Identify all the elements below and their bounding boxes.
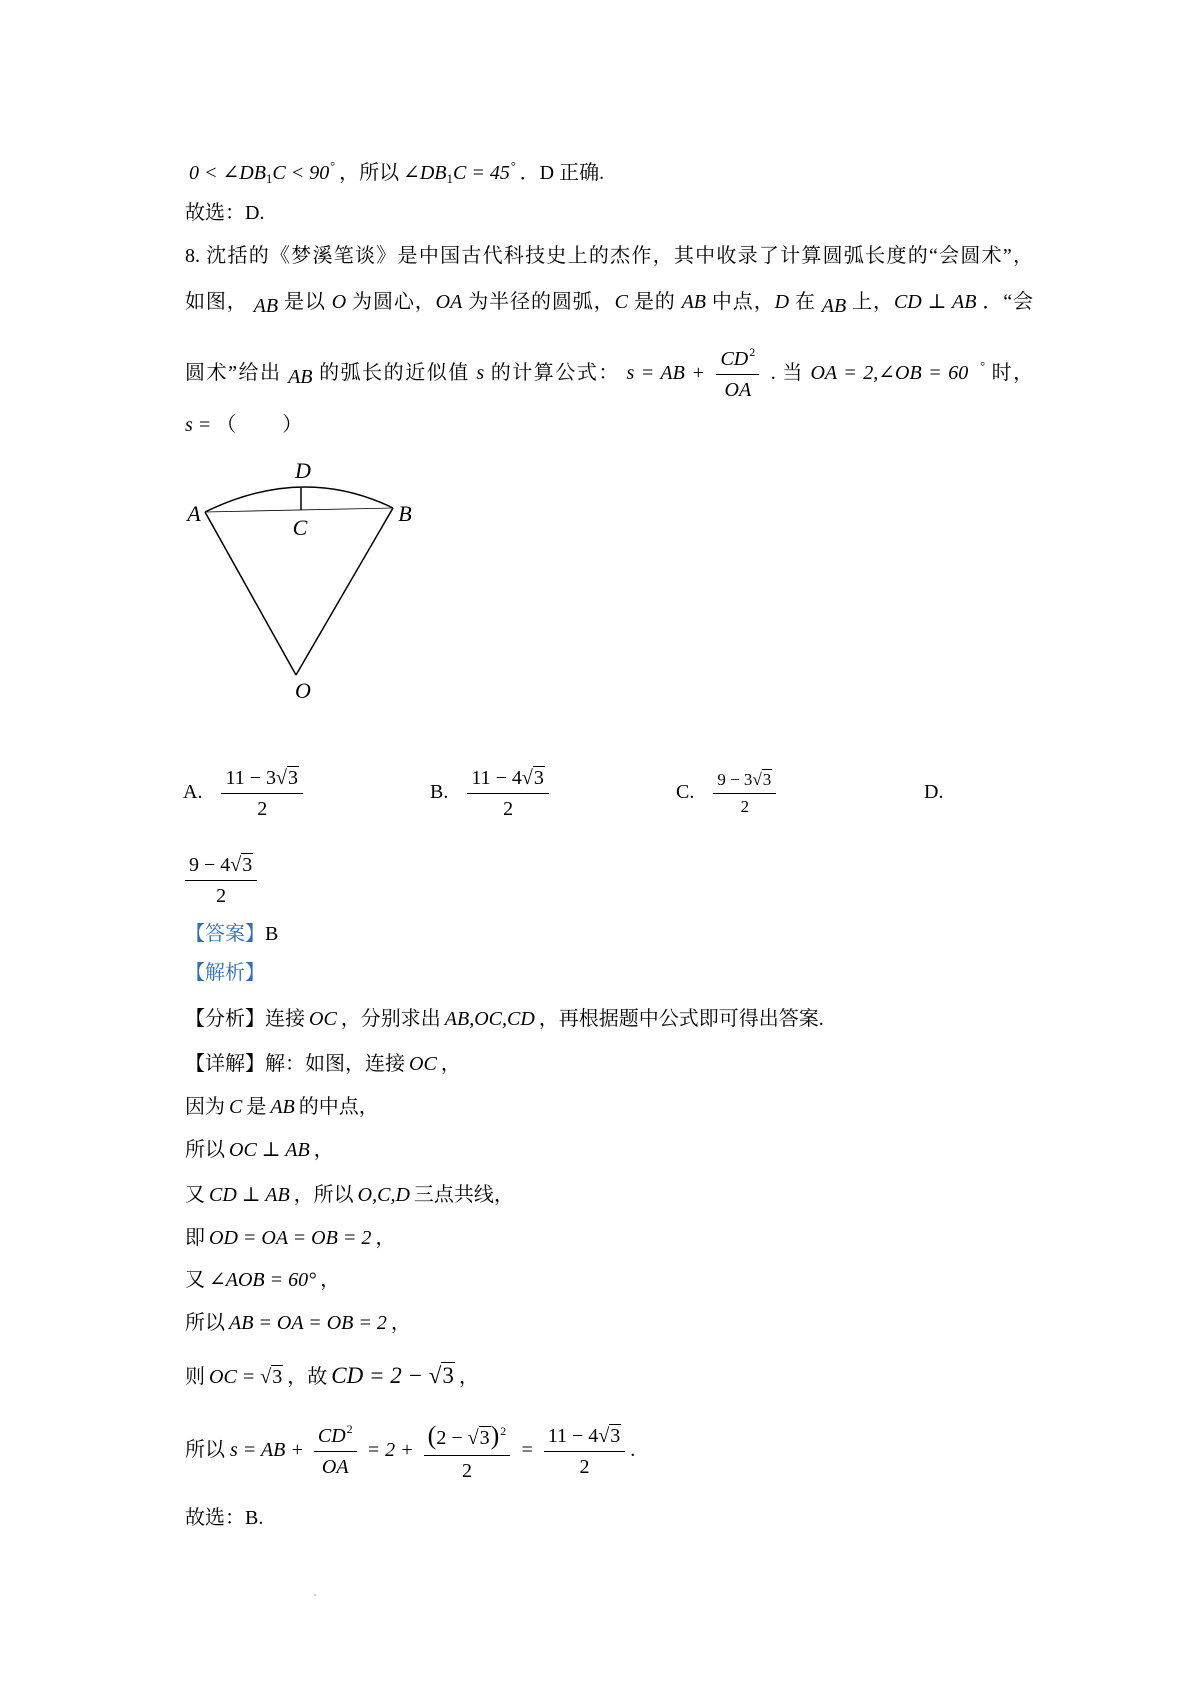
radical-sign: √: [428, 1363, 442, 1388]
fraction-squared-term: [424, 1419, 511, 1484]
math-angle-aob: ∠AOB = 60°: [209, 1269, 317, 1291]
math-oc-perp-ab: OC ⊥ AB: [229, 1139, 310, 1161]
fraction-numerator: [314, 1422, 357, 1452]
angle-value-expr: [403, 159, 516, 186]
expr-text: C < 90: [272, 162, 330, 184]
text: 又: [185, 1184, 205, 1206]
text: 又: [185, 1269, 205, 1291]
option-label: B.: [430, 781, 449, 803]
fenxi-tag: 【分析】: [185, 1008, 265, 1030]
close-paren: ）: [282, 414, 303, 436]
radicand: 3: [762, 769, 772, 789]
math-s-equals: s =: [185, 414, 212, 436]
option-d-value[interactable]: [185, 847, 262, 911]
numerator-text: 11 − 3: [225, 766, 276, 789]
text: 当: [782, 362, 804, 384]
option-c[interactable]: [676, 760, 781, 824]
degree-sign: °: [330, 159, 336, 173]
math-cd-perp-ab: CD ⊥ AB: [893, 291, 977, 313]
sqrt-3: [276, 766, 299, 789]
answer-line: [185, 919, 278, 949]
math-c: C: [229, 1096, 243, 1118]
condition-text: OA = 2,∠OB = 60: [810, 362, 969, 384]
open-paren: (: [427, 1421, 437, 1451]
expr-text: OC =: [209, 1366, 256, 1388]
angle-range-expr: [189, 159, 336, 186]
text: 中点，: [711, 291, 775, 313]
text: 即: [185, 1227, 205, 1249]
fraction-numerator: [467, 765, 549, 794]
math-s-formula: s = AB +: [230, 1439, 304, 1461]
radicand: 3: [242, 853, 253, 876]
label-o: O: [295, 678, 311, 703]
arc-sector-figure: [180, 460, 420, 710]
question-8-blank-line: [185, 410, 302, 440]
label-b: B: [398, 501, 412, 526]
math-d: D: [774, 291, 790, 313]
subscript: 1: [265, 171, 273, 186]
option-d[interactable]: [924, 760, 943, 824]
text: 是: [246, 1096, 267, 1118]
answer-tag: 【答案】: [185, 923, 265, 945]
radical-sign: √: [752, 769, 762, 789]
math-arc-ab: AB: [253, 295, 279, 317]
question-8-stem-line-1: 8. 沈括的《梦溪笔谈》是中国古代科技史上的杰作，其中收录了计算圆弧长度的“会圆术”，: [185, 245, 1033, 267]
step-4: [185, 1223, 395, 1253]
fraction-cd-squared-over-oa: [716, 345, 759, 403]
radical-sign: √: [230, 853, 242, 876]
final-choice-line: 故选：B.: [185, 1507, 264, 1529]
option-value: [221, 765, 303, 822]
math-ab: AB: [681, 291, 706, 313]
fraction-denominator: 2: [257, 797, 268, 820]
text: 上，: [852, 291, 894, 313]
math-o: O: [331, 291, 347, 313]
analysis-tag: 【解析】: [185, 962, 265, 984]
step-7: [185, 1359, 479, 1393]
step-2: [185, 1135, 334, 1165]
text: 为圆心，: [352, 291, 436, 313]
sqrt-3: [260, 1365, 283, 1388]
text: 是的: [633, 291, 676, 313]
text: 如图，: [185, 291, 248, 313]
exponent: 2: [749, 345, 756, 360]
text: ，所以: [293, 1184, 354, 1206]
answer-value: B: [265, 923, 279, 945]
text: 连接: [265, 1008, 305, 1030]
option-value: [713, 769, 776, 818]
text: ．“会: [982, 291, 1034, 313]
text: 时，: [991, 362, 1034, 384]
step-3: [185, 1180, 514, 1210]
text: 的中点，: [298, 1096, 379, 1118]
sqrt-3: [752, 769, 772, 789]
math-oc: OC: [409, 1053, 437, 1075]
page-speck: [314, 1594, 316, 1596]
fraction-denominator: 2: [740, 796, 750, 816]
text: ，分别求出: [340, 1008, 441, 1030]
expr-text: 0 < ∠DB: [189, 162, 266, 184]
text: ，: [390, 1312, 411, 1334]
degree-sign: °: [510, 159, 516, 173]
prev-choice-line: 故选：D.: [185, 202, 265, 224]
numerator-text: CD: [317, 1425, 346, 1448]
text: ，: [320, 1269, 341, 1291]
fraction-numerator: [713, 769, 776, 794]
radicand: 3: [272, 1366, 283, 1388]
radical-sign: √: [260, 1366, 272, 1388]
text: .: [630, 1439, 636, 1461]
close-paren: ): [490, 1421, 500, 1451]
math-arc-ab: AB: [288, 366, 313, 388]
fraction-numerator: [716, 345, 759, 375]
text: 圆术”给出: [185, 362, 282, 384]
text: 所以: [185, 1139, 225, 1161]
text: 所以: [185, 1439, 225, 1461]
text: ，再根据题中公式即可得出答案.: [538, 1008, 824, 1030]
open-paren: （: [216, 414, 237, 436]
text: 的弧长的近似值: [319, 362, 470, 384]
option-b[interactable]: [430, 760, 554, 824]
numerator-text: 9 − 4: [189, 853, 231, 876]
text: 的计算公式：: [490, 362, 620, 384]
radicand: 3: [533, 766, 544, 789]
sqrt-3: [429, 1362, 455, 1388]
math-cd-perp-ab: CD ⊥ AB: [209, 1184, 290, 1206]
text: ．D 正确.: [519, 162, 605, 184]
label-a: A: [187, 501, 201, 526]
exponent: 2: [346, 1422, 353, 1437]
option-label: D.: [924, 781, 944, 803]
degree-sign: °: [980, 359, 986, 373]
math-equals: =: [520, 1439, 534, 1461]
text: 所以: [185, 1312, 225, 1334]
expr-text: C = 45: [453, 162, 510, 184]
fraction-numerator: [185, 852, 257, 881]
text: 为半径的圆弧，: [468, 291, 615, 313]
xiangjie-tag: 【详解】: [185, 1053, 265, 1075]
text: 解：如图，连接: [265, 1053, 405, 1075]
step-5: [185, 1265, 340, 1295]
math-o-c-d: O,C,D: [357, 1184, 410, 1206]
sqrt-3: [598, 1424, 621, 1447]
fraction-denominator: 2: [461, 1459, 472, 1482]
math-c: C: [614, 291, 628, 313]
sqrt-3: [230, 853, 253, 876]
fraction-denominator: 2: [216, 884, 227, 907]
fenxi-line: [185, 1004, 824, 1034]
step-1: [185, 1092, 379, 1122]
fraction-denominator: 2: [503, 797, 514, 820]
math-oc: OC: [309, 1008, 337, 1030]
prev-conclusion-line: [185, 151, 605, 186]
fraction-numerator: [424, 1419, 511, 1456]
option-label: A.: [183, 781, 203, 803]
text: ，故: [287, 1366, 328, 1388]
question-8-stem-line-3: [185, 334, 1034, 402]
option-a[interactable]: [183, 760, 308, 824]
math-formula-left: s = AB +: [626, 362, 705, 384]
radicand: 3: [287, 766, 298, 789]
text: 则: [185, 1366, 205, 1388]
fraction-numerator: [221, 765, 303, 794]
math-condition: [810, 359, 986, 384]
radical-sign: √: [467, 1427, 479, 1450]
numerator-text: 11 − 4: [471, 766, 522, 789]
math-radii-equal: OD = OA = OB = 2: [209, 1227, 372, 1249]
fraction-denominator: 2: [579, 1455, 590, 1478]
chord-ab: [205, 508, 393, 512]
label-c: C: [292, 515, 308, 540]
label-d: D: [295, 460, 311, 483]
step-6: [185, 1308, 411, 1338]
numerator-text: 9 − 3: [717, 769, 753, 789]
radius-ob: [296, 508, 393, 675]
option-label: C.: [676, 781, 695, 803]
step-8: [185, 1408, 635, 1492]
subscript: 1: [446, 171, 453, 186]
sqrt-3: [522, 766, 545, 789]
numerator-text: 11 − 4: [547, 1424, 599, 1447]
option-value: [185, 852, 257, 909]
radical-sign: √: [276, 766, 287, 789]
fraction-denominator: OA: [724, 379, 752, 402]
radicand: 3: [479, 1427, 490, 1450]
math-s: s: [476, 362, 485, 384]
math-oc-value: [209, 1366, 283, 1388]
expr-text: ∠DB: [403, 162, 447, 184]
text: .: [770, 362, 776, 384]
text: 三点共线，: [413, 1184, 514, 1206]
radius-oa: [205, 512, 296, 675]
radicand: 3: [610, 1424, 621, 1447]
sqrt-3: [468, 1426, 491, 1449]
math-ab-oc-cd: AB,OC,CD: [444, 1008, 535, 1030]
text: 是以: [283, 291, 326, 313]
text: ，所以: [339, 162, 400, 184]
math-ab-equals: AB = OA = OB = 2: [229, 1312, 387, 1334]
math-oa: OA: [435, 291, 463, 313]
text: ，: [313, 1139, 334, 1161]
option-value: [467, 765, 549, 822]
text: ，: [458, 1366, 479, 1388]
radicand: 3: [442, 1363, 454, 1388]
math-cd-value: [331, 1363, 455, 1388]
exponent: 2: [500, 1424, 507, 1439]
expr-text: CD = 2 −: [331, 1363, 424, 1388]
math-ab: AB: [270, 1096, 295, 1118]
fraction-final-value: [544, 1423, 626, 1480]
fraction-numerator: [544, 1423, 626, 1452]
numerator-text: CD: [720, 348, 749, 371]
question-8-stem-line-2: [185, 287, 1033, 317]
numerator-text: 2 −: [436, 1427, 463, 1450]
radical-sign: √: [521, 766, 533, 789]
radical-sign: √: [598, 1424, 610, 1447]
text: 在: [794, 291, 816, 313]
fraction-cd-squared-over-oa: [314, 1422, 357, 1480]
text: 因为: [185, 1096, 225, 1118]
math-equals-two-plus: = 2 +: [366, 1439, 414, 1461]
text: ，: [375, 1227, 396, 1249]
math-arc-ab: AB: [821, 295, 847, 317]
fraction-denominator: OA: [321, 1456, 349, 1479]
text: ，: [440, 1053, 461, 1075]
xiangjie-line: [185, 1049, 461, 1079]
